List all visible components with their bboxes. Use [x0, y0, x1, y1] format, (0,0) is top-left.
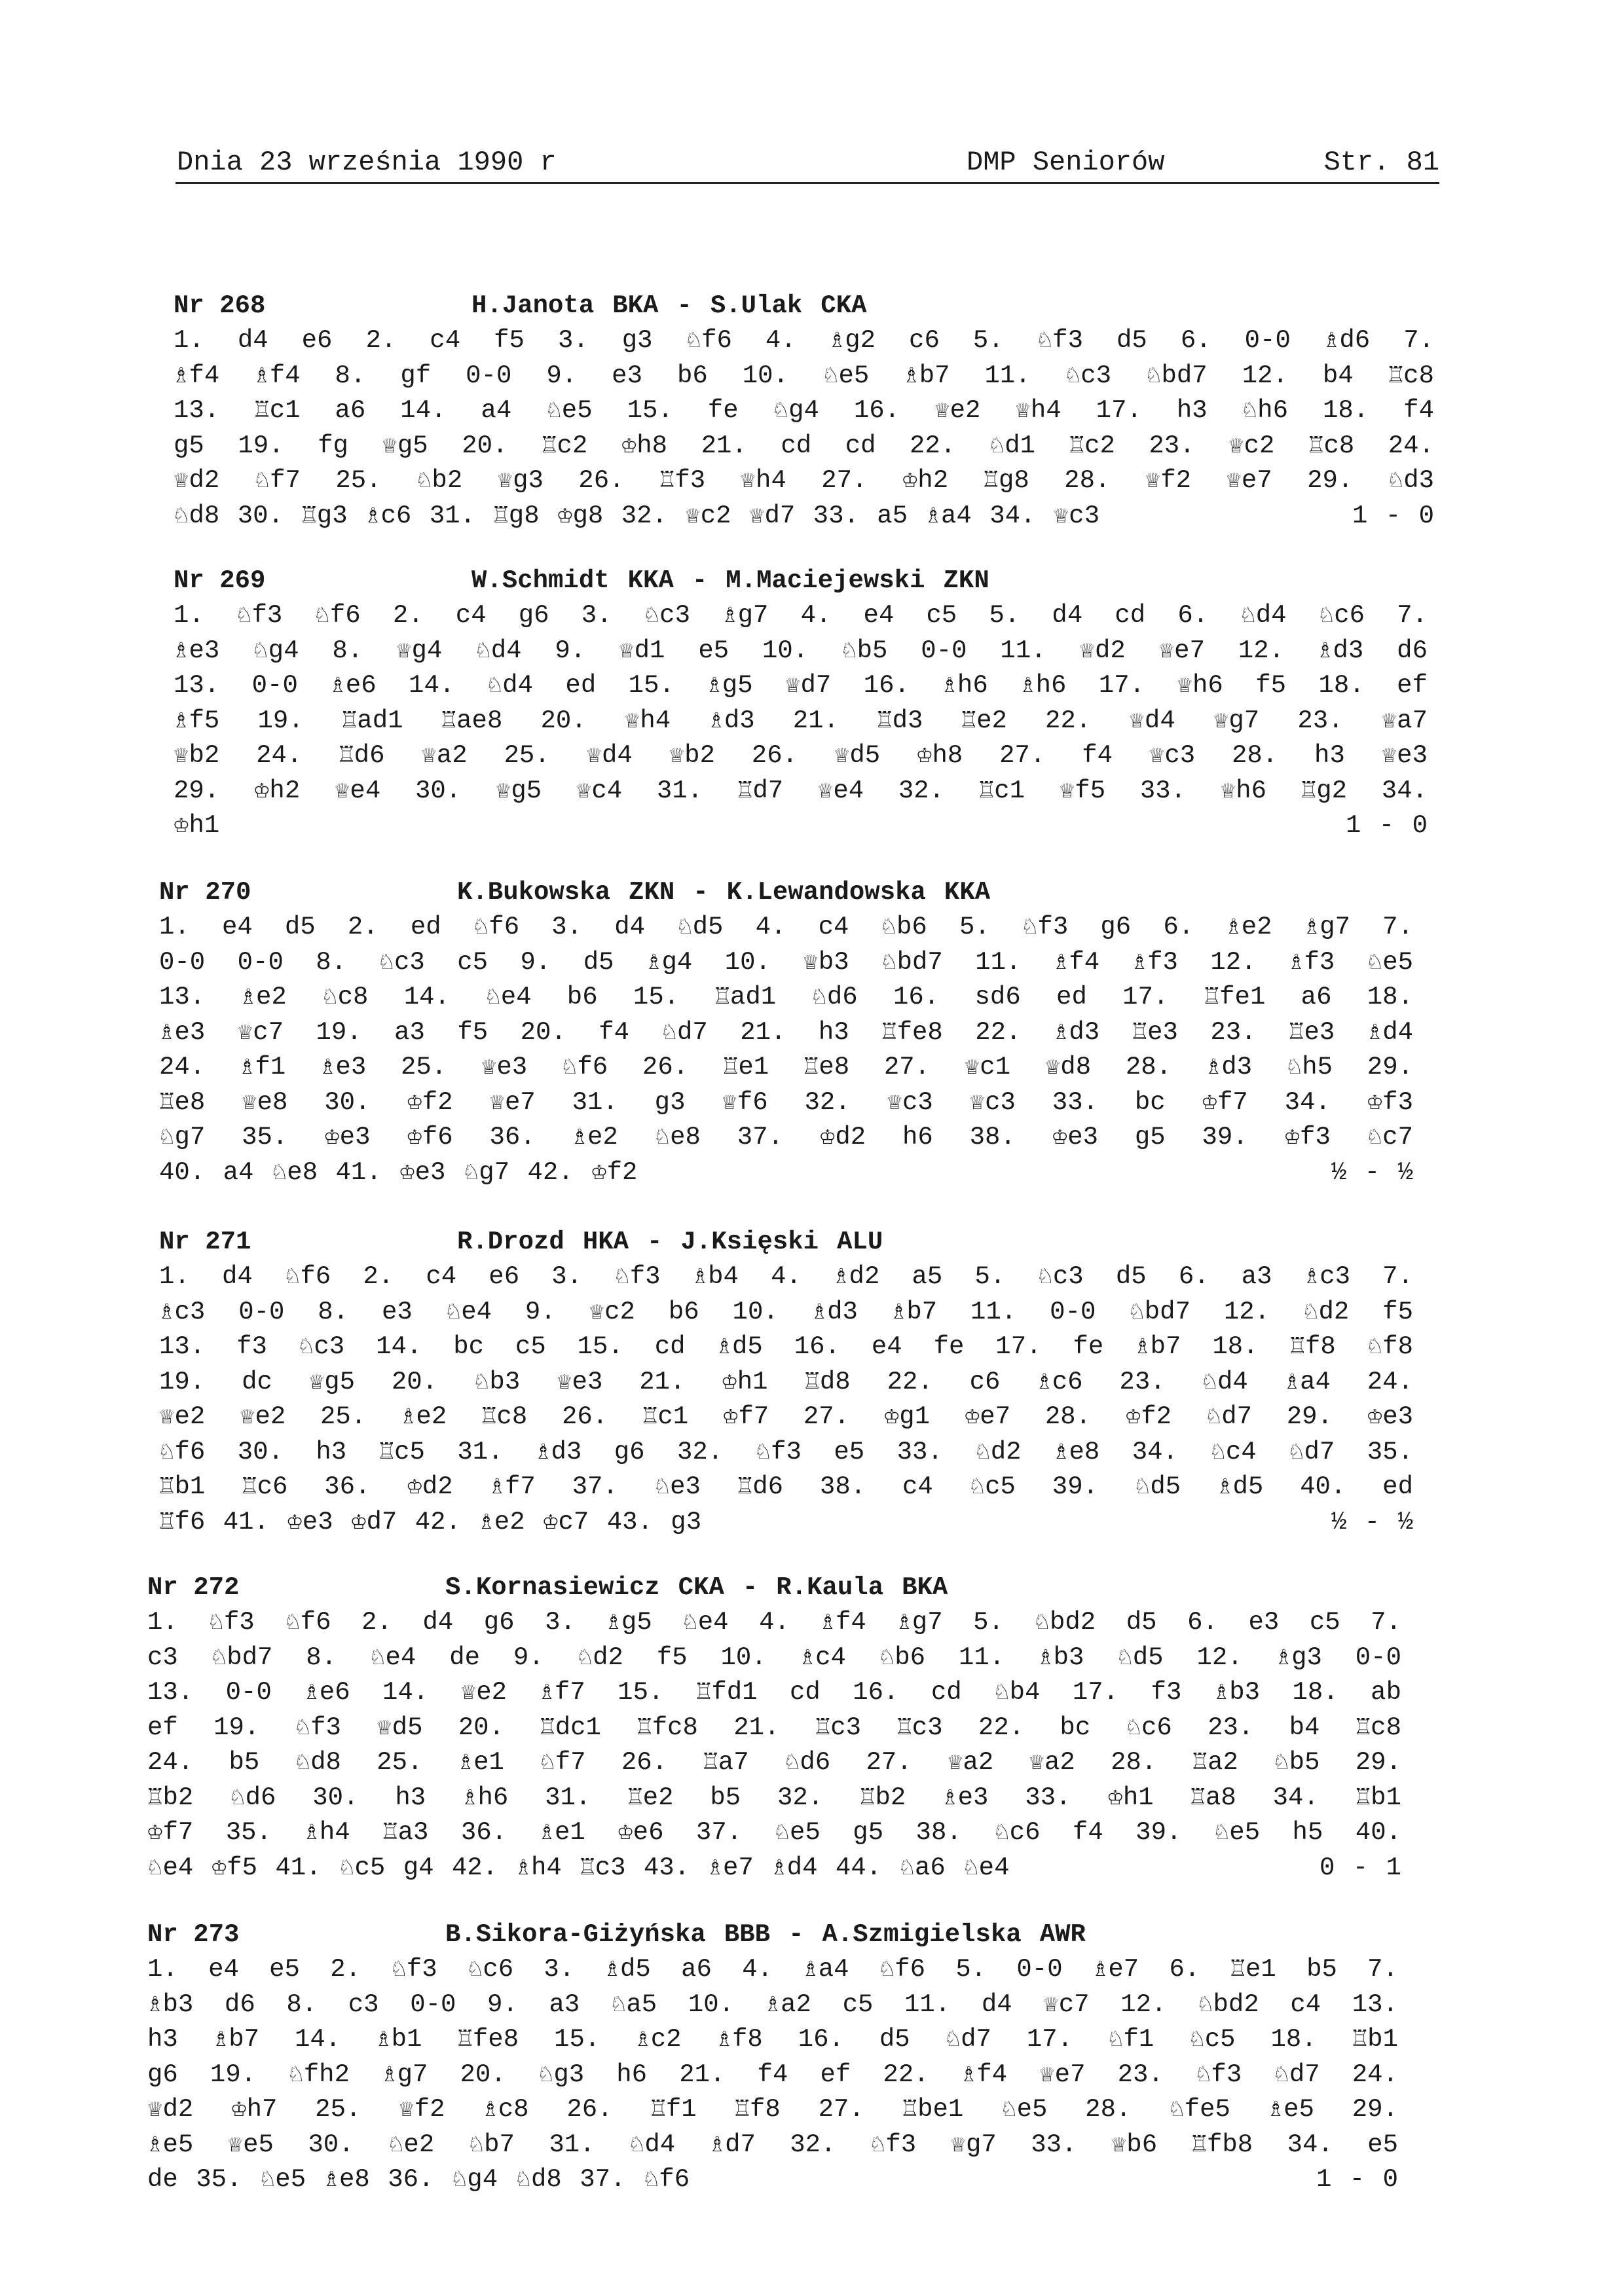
white-player: K.Bukowska — [457, 878, 611, 907]
game-title — [159, 1224, 1413, 1260]
game-number: Nr 273 — [147, 1920, 240, 1949]
black-player: R.Kaula — [776, 1573, 884, 1602]
black-player: M.Maciejewski — [726, 566, 925, 595]
game-record — [147, 1570, 1401, 1886]
game-title — [174, 288, 1434, 323]
moves-text: ♘e4 ♔f5 41. ♘c5 g4 42. ♗h4 ♖c3 43. ♗e7 ♗d4 44. ♘a6 ♘e4 — [147, 1853, 1010, 1882]
game-players — [471, 563, 1008, 598]
black-club: ALU — [837, 1228, 883, 1256]
black-club: ZKN — [943, 566, 989, 595]
game-result: 1 - 0 — [1316, 2165, 1398, 2194]
white-player: W.Schmidt — [471, 566, 610, 595]
white-player: R.Drozd — [457, 1228, 564, 1256]
moves-line: ♗c3 0-0 8. e3 ♘e4 9. ♕c2 b6 10. ♗d3 ♗b7 11. 0-0 ♘bd7 12. ♘d2 f5 — [159, 1297, 1413, 1326]
players-dash: - — [742, 1573, 758, 1602]
moves-line: 1. d4 e6 2. c4 f5 3. g3 ♘f6 4. ♗g2 c6 5. ♘f3 d5 6. 0-0 ♗d6 7. — [174, 326, 1434, 355]
moves-text: ♘d8 30. ♖g3 ♗c6 31. ♖g8 ♔g8 32. ♕c2 ♕d7 33. a5 ♗a4 34. ♕c3 — [174, 501, 1100, 530]
game-result: ½ - ½ — [1331, 1507, 1413, 1537]
game-number: Nr 270 — [159, 878, 251, 907]
moves-line: 24. ♗f1 ♗e3 25. ♕e3 ♘f6 26. ♖e1 ♖e8 27. ♕c1 ♕d8 28. ♗d3 ♘h5 29. — [159, 1053, 1413, 1082]
moves-text: ♖f6 41. ♔e3 ♔d7 42. ♗e2 ♔c7 43. g3 — [159, 1507, 702, 1537]
moves-line: ef 19. ♘f3 ♕d5 20. ♖dc1 ♖fc8 21. ♖c3 ♖c3 22. bc ♘c6 23. b4 ♖c8 — [147, 1713, 1401, 1742]
moves-line: 1. ♘f3 ♘f6 2. c4 g6 3. ♘c3 ♗g7 4. e4 c5 5. d4 cd 6. ♘d4 ♘c6 7. — [174, 601, 1428, 630]
moves-line: ♗e3 ♕c7 19. a3 f5 20. f4 ♘d7 21. h3 ♖fe8 22. ♗d3 ♖e3 23. ♖e3 ♗d4 — [159, 1017, 1413, 1047]
moves-line: ♕d2 ♘f7 25. ♘b2 ♕g3 26. ♖f3 ♕h4 27. ♔h2 ♖g8 28. ♕f2 ♕e7 29. ♘d3 — [174, 466, 1434, 495]
moves-line: 1. ♘f3 ♘f6 2. d4 g6 3. ♗g5 ♘e4 4. ♗f4 ♗g7 5. ♘bd2 d5 6. e3 c5 7. — [147, 1608, 1401, 1637]
moves-line: 13. ♖c1 a6 14. a4 ♘e5 15. fe ♘g4 16. ♕e2 ♕h4 17. h3 ♘h6 18. f4 — [174, 396, 1434, 425]
moves-line: 19. dc ♕g5 20. ♘b3 ♕e3 21. ♔h1 ♖d8 22. c6 ♗c6 23. ♘d4 ♗a4 24. — [159, 1367, 1413, 1396]
moves-line: ♗b3 d6 8. c3 0-0 9. a3 ♘a5 10. ♗a2 c5 11. d4 ♕c7 12. ♘bd2 c4 13. — [147, 1990, 1398, 2019]
moves-line: ♖b2 ♘d6 30. h3 ♗h6 31. ♖e2 b5 32. ♖b2 ♗e3 33. ♔h1 ♖a8 34. ♖b1 — [147, 1783, 1401, 1812]
game-number: Nr 269 — [174, 566, 266, 595]
black-player: S.Ulak — [710, 291, 803, 320]
white-player: H.Janota — [471, 291, 595, 320]
moves-line: h3 ♗b7 14. ♗b1 ♖fe8 15. ♗c2 ♗f8 16. d5 ♘d7 17. ♘f1 ♘c5 18. ♖b1 — [147, 2025, 1398, 2054]
moves-line — [147, 1851, 1401, 1886]
moves-line — [159, 1156, 1413, 1191]
moves-line: 13. f3 ♘c3 14. bc c5 15. cd ♗d5 16. e4 fe 17. fe ♗b7 18. ♖f8 ♘f8 — [159, 1332, 1413, 1361]
white-player: S.Kornasiewicz — [445, 1573, 660, 1602]
black-club: CKA — [821, 291, 867, 320]
white-club: HKA — [582, 1228, 629, 1256]
game-number: Nr 272 — [147, 1573, 240, 1602]
moves-line — [174, 809, 1428, 844]
game-players — [457, 1224, 901, 1260]
players-dash: - — [647, 1228, 663, 1256]
game-number: Nr 271 — [159, 1228, 251, 1256]
moves-line: 13. 0-0 ♗e6 14. ♘d4 ed 15. ♗g5 ♕d7 16. ♗h6 ♗h6 17. ♕h6 f5 18. ef — [174, 671, 1428, 700]
game-players — [457, 875, 1008, 910]
black-player: K.Lewandowska — [726, 878, 926, 907]
black-player: J.Księski — [680, 1228, 819, 1256]
moves-text: 40. a4 ♘e8 41. ♔e3 ♘g7 42. ♔f2 — [159, 1157, 638, 1187]
white-club: KKA — [627, 566, 674, 595]
moves-line: 13. ♗e2 ♘c8 14. ♘e4 b6 15. ♖ad1 ♘d6 16. sd6 ed 17. ♖fe1 a6 18. — [159, 983, 1413, 1011]
moves-line — [159, 1505, 1413, 1540]
game-result: 1 - 0 — [1345, 811, 1428, 840]
game-record — [174, 288, 1434, 534]
players-dash: - — [676, 291, 692, 320]
game-title — [147, 1917, 1398, 1952]
game-title — [174, 563, 1428, 598]
moves-line: c3 ♘bd7 8. ♘e4 de 9. ♘d2 f5 10. ♗c4 ♘b6 11. ♗b3 ♘d5 12. ♗g3 0-0 — [147, 1643, 1401, 1672]
moves-line — [147, 2162, 1398, 2198]
moves-line: ♕e2 ♕e2 25. ♗e2 ♖c8 26. ♖c1 ♔f7 27. ♔g1 ♔e7 28. ♔f2 ♘d7 29. ♔e3 — [159, 1402, 1413, 1431]
moves-line: 29. ♔h2 ♕e4 30. ♕g5 ♕c4 31. ♖d7 ♕e4 32. ♖c1 ♕f5 33. ♕h6 ♖g2 34. — [174, 776, 1428, 805]
moves-line: ♗f5 19. ♖ad1 ♖ae8 20. ♕h4 ♗d3 21. ♖d3 ♖e2 22. ♕d4 ♕g7 23. ♕a7 — [174, 706, 1428, 735]
players-dash: - — [692, 566, 708, 595]
moves-line: 24. b5 ♘d8 25. ♗e1 ♘f7 26. ♖a7 ♘d6 27. ♕a2 ♕a2 28. ♖a2 ♘b5 29. — [147, 1748, 1401, 1777]
moves-line: ♗e5 ♕e5 30. ♘e2 ♘b7 31. ♘d4 ♗d7 32. ♘f3 ♕g7 33. ♕b6 ♖fb8 34. e5 — [147, 2130, 1398, 2159]
game-result: 0 - 1 — [1319, 1853, 1401, 1882]
header-event: DMP Seniorów — [967, 147, 1165, 178]
moves-line: 13. 0-0 ♗e6 14. ♕e2 ♗f7 15. ♖fd1 cd 16. cd ♘b4 17. f3 ♗b3 18. ab — [147, 1678, 1401, 1707]
moves-line: g6 19. ♘fh2 ♗g7 20. ♘g3 h6 21. f4 ef 22. ♗f4 ♕e7 23. ♘f3 ♘d7 24. — [147, 2060, 1398, 2089]
moves-line: 1. d4 ♘f6 2. c4 e6 3. ♘f3 ♗b4 4. ♗d2 a5 5. ♘c3 d5 6. a3 ♗c3 7. — [159, 1262, 1413, 1291]
game-result: ½ - ½ — [1331, 1157, 1413, 1187]
black-club: AWR — [1039, 1920, 1086, 1949]
game-record — [159, 875, 1413, 1190]
moves-line: ♘g7 35. ♔e3 ♔f6 36. ♗e2 ♘e8 37. ♔d2 h6 38. ♔e3 g5 39. ♔f3 ♘c7 — [159, 1123, 1413, 1152]
game-players — [471, 288, 885, 323]
players-dash: - — [693, 878, 709, 907]
game-title — [147, 1570, 1401, 1605]
white-club: BBB — [724, 1920, 771, 1949]
moves-line: g5 19. fg ♕g5 20. ♖c2 ♔h8 21. cd cd 22. ♘d1 ♖c2 23. ♕c2 ♖c8 24. — [174, 431, 1434, 460]
moves-line: ♗e3 ♘g4 8. ♕g4 ♘d4 9. ♕d1 e5 10. ♘b5 0-0 11. ♕d2 ♕e7 12. ♗d3 d6 — [174, 636, 1428, 665]
moves-text: de 35. ♘e5 ♗e8 36. ♘g4 ♘d8 37. ♘f6 — [147, 2165, 690, 2194]
game-record — [159, 1224, 1413, 1540]
moves-line: ♔f7 35. ♗h4 ♖a3 36. ♗e1 ♔e6 37. ♘e5 g5 38. ♘c6 f4 39. ♘e5 h5 40. — [147, 1818, 1401, 1847]
game-result: 1 - 0 — [1352, 501, 1434, 530]
black-club: BKA — [902, 1573, 948, 1602]
game-players — [445, 1917, 1104, 1952]
game-record — [147, 1917, 1398, 2198]
game-number: Nr 268 — [174, 291, 266, 320]
white-club: BKA — [612, 291, 659, 320]
players-dash: - — [788, 1920, 804, 1949]
game-title — [159, 875, 1413, 910]
header-page-number: Str. 81 — [1323, 147, 1439, 178]
moves-line: ♗f4 ♗f4 8. gf 0-0 9. e3 b6 10. ♘e5 ♗b7 11. ♘c3 ♘bd7 12. b4 ♖c8 — [174, 361, 1434, 390]
game-players — [445, 1570, 966, 1605]
moves-line: ♖e8 ♕e8 30. ♔f2 ♕e7 31. g3 ♕f6 32. ♕c3 ♕c3 33. bc ♔f7 34. ♔f3 — [159, 1087, 1413, 1117]
black-player: A.Szmigielska — [822, 1920, 1022, 1949]
white-club: CKA — [678, 1573, 724, 1602]
page-header — [175, 145, 1439, 184]
moves-line: ♕d2 ♔h7 25. ♕f2 ♗c8 26. ♖f1 ♖f8 27. ♖be1 ♘e5 28. ♘fe5 ♗e5 29. — [147, 2095, 1398, 2124]
header-date: Dnia 23 września 1990 r — [177, 147, 557, 178]
black-club: KKA — [944, 878, 991, 907]
moves-line: 1. e4 e5 2. ♘f3 ♘c6 3. ♗d5 a6 4. ♗a4 ♘f6 5. 0-0 ♗e7 6. ♖e1 b5 7. — [147, 1955, 1398, 1984]
white-player: B.Sikora-Giżyńska — [445, 1920, 706, 1949]
moves-line: 1. e4 d5 2. ed ♘f6 3. d4 ♘d5 4. c4 ♘b6 5. ♘f3 g6 6. ♗e2 ♗g7 7. — [159, 913, 1413, 941]
white-club: ZKN — [629, 878, 675, 907]
moves-text: ♔h1 — [174, 811, 220, 840]
moves-line: ♕b2 24. ♖d6 ♕a2 25. ♕d4 ♕b2 26. ♕d5 ♔h8 27. f4 ♕c3 28. h3 ♕e3 — [174, 741, 1428, 770]
game-record — [174, 563, 1428, 844]
moves-line: ♖b1 ♖c6 36. ♔d2 ♗f7 37. ♘e3 ♖d6 38. c4 ♘c5 39. ♘d5 ♗d5 40. ed — [159, 1472, 1413, 1501]
moves-line: ♘f6 30. h3 ♖c5 31. ♗d3 g6 32. ♘f3 e5 33. ♘d2 ♗e8 34. ♘c4 ♘d7 35. — [159, 1437, 1413, 1467]
moves-line: 0-0 0-0 8. ♘c3 c5 9. d5 ♗g4 10. ♕b3 ♘bd7 11. ♗f4 ♗f3 12. ♗f3 ♘e5 — [159, 947, 1413, 977]
moves-line — [174, 499, 1434, 534]
